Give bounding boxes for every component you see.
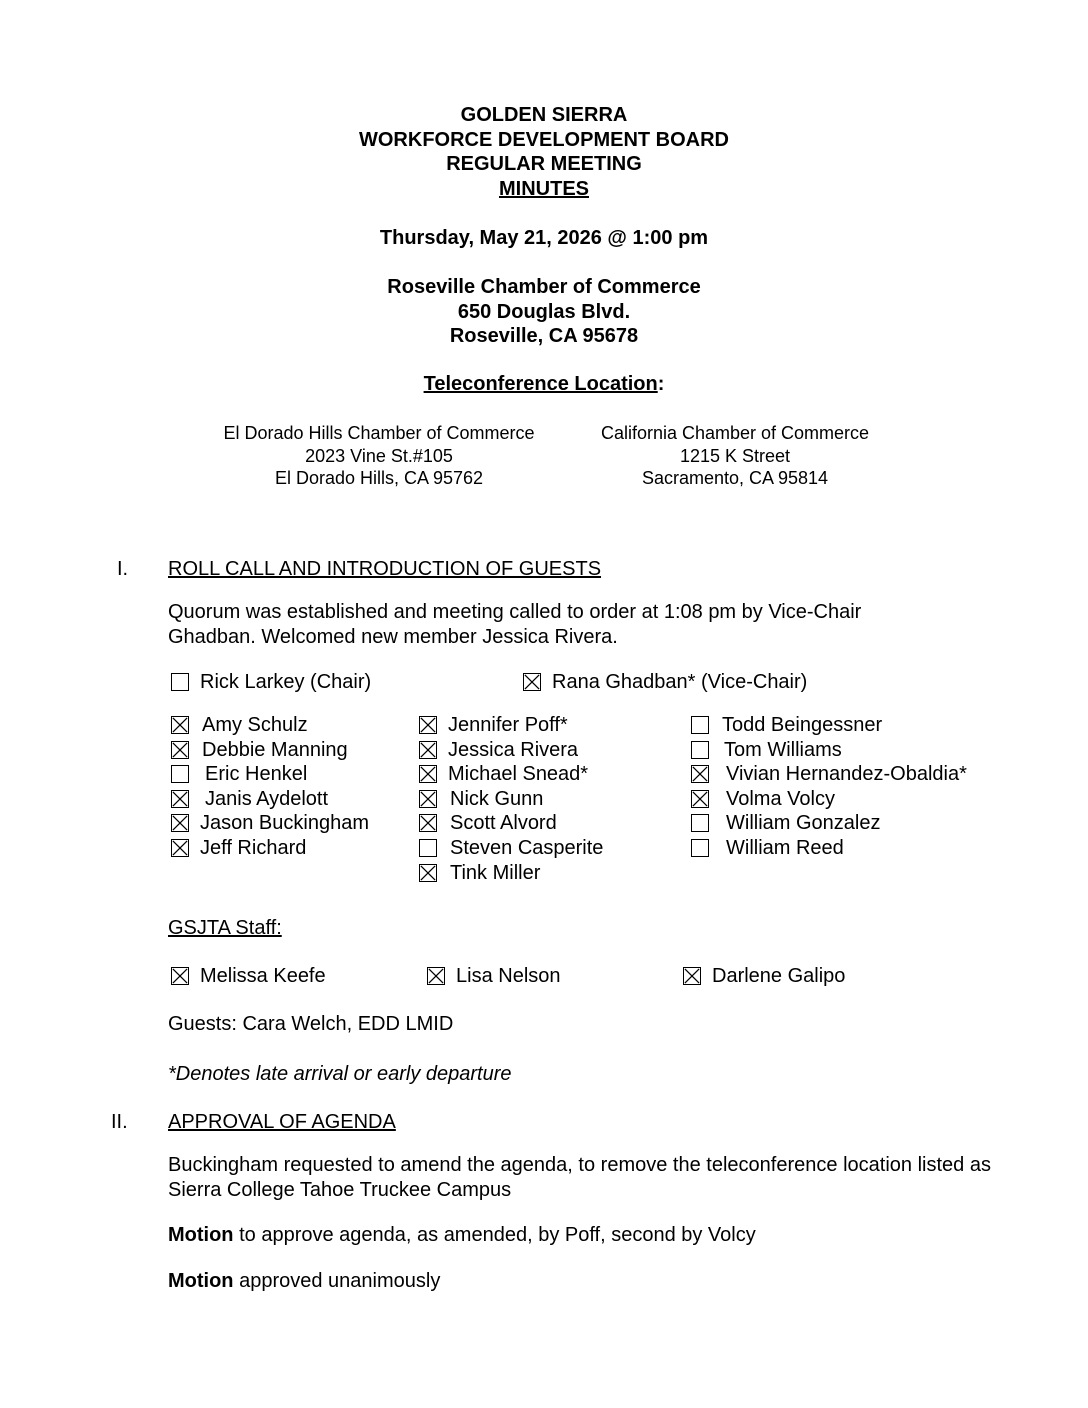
tele1-address: 2023 Vine St.#105 [305,445,453,466]
attendee-name: Tink Miller [450,861,541,884]
attendee-name: William Reed [726,837,844,859]
quorum-line-2: Ghadban. Welcomed new member Jessica Rivera. [168,625,618,648]
checkbox-absent[interactable] [691,839,709,857]
attendee-name: Tom Williams [724,738,842,761]
section-1-numeral: I. [117,558,129,580]
attendee-name: Jessica Rivera [448,738,579,761]
check-x-icon [172,791,188,807]
check-x-icon [420,815,436,831]
location-address: 650 Douglas Blvd. [457,300,631,323]
teleconference-location-1 [189,422,569,490]
check-x-icon [172,968,188,984]
checkbox-present[interactable] [419,864,437,882]
teleconference-label: Teleconference Location [423,373,658,395]
check-x-icon [172,815,188,831]
meeting-type: REGULAR MEETING [446,153,642,175]
check-x-icon [428,968,444,984]
checkbox-present[interactable] [171,967,189,985]
check-x-icon [420,791,436,807]
board-name: WORKFORCE DEVELOPMENT BOARD [359,128,729,151]
attendee-name: Volma Volcy [726,787,835,810]
checkbox-present[interactable] [171,741,189,759]
attendee-name: Jeff Richard [200,837,307,859]
checkbox-present[interactable] [427,967,445,985]
checkbox-present[interactable] [419,790,437,808]
check-x-icon [692,791,708,807]
attendee-name: Amy Schulz [202,714,308,736]
tele2-city: Sacramento, CA 95814 [641,468,829,488]
attendee-name: Melissa Keefe [200,965,326,987]
check-x-icon [524,674,540,690]
attendee-name: William Gonzalez [726,812,881,835]
attendee-name: Steven Casperite [450,837,604,859]
checkbox-absent[interactable] [691,716,709,734]
checkbox-present[interactable] [419,765,437,783]
checkbox-present[interactable] [171,814,189,832]
attendee-name: Nick Gunn [450,787,544,810]
quorum-line-1: Quorum was established and meeting called to order at 1:08 pm by Vice-Chair [168,601,862,623]
location-city: Roseville, CA 95678 [449,325,639,347]
attendee-name: Michael Snead* [448,763,589,786]
teleconference-colon: : [657,373,665,395]
check-x-icon [420,766,436,782]
motion-label: Motion [168,1270,234,1292]
org-name: GOLDEN SIERRA [460,104,628,126]
checkbox-absent[interactable] [691,741,709,759]
checkbox-absent[interactable] [419,839,437,857]
check-x-icon [172,742,188,758]
motion-text: approved unanimously [233,1270,441,1292]
attendee-name: Todd Beingessner [722,714,883,736]
teleconference-heading [0,372,1088,397]
checkbox-present[interactable] [683,967,701,985]
attendee-name: Jennifer Poff* [448,714,568,736]
section-2-title: APPROVAL OF AGENDA [168,1111,396,1133]
tele2-address: 1215 K Street [679,445,791,466]
check-x-icon [420,717,436,733]
checkbox-present[interactable] [419,716,437,734]
checkbox-present[interactable] [171,716,189,734]
checkbox-absent[interactable] [171,673,189,691]
document-title: MINUTES [499,177,589,200]
check-x-icon [692,766,708,782]
attendee-name: Rick Larkey (Chair) [200,671,372,693]
guests-line: Guests: Cara Welch, EDD LMID [168,1013,454,1035]
checkbox-absent[interactable] [171,765,189,783]
teleconference-location-2 [570,422,900,490]
checkbox-present[interactable] [691,790,709,808]
late-arrival-note: *Denotes late arrival or early departure [168,1063,512,1085]
checkbox-present[interactable] [691,765,709,783]
attendee-name: Scott Alvord [450,812,557,835]
checkbox-absent[interactable] [691,814,709,832]
agenda-amendment-paragraph: Buckingham requested to amend the agenda, to remove the teleconference location listed as Sierra College Tahoe Truckee Campus [168,1154,991,1201]
checkbox-present[interactable] [419,741,437,759]
attendee-name: Debbie Manning [202,738,348,761]
section-2-numeral: II. [111,1111,128,1133]
attendee-name: Darlene Galipo [712,965,846,987]
attendee-name: Lisa Nelson [456,965,561,987]
check-x-icon [172,717,188,733]
check-x-icon [684,968,700,984]
motion-text: to approve agenda, as amended, by Poff, second by Volcy [233,1224,756,1246]
tele1-name: El Dorado Hills Chamber of Commerce [223,423,535,443]
checkbox-present[interactable] [523,673,541,691]
meeting-date: Thursday, May 21, 2026 @ 1:00 pm [379,227,709,249]
check-x-icon [172,840,188,856]
check-x-icon [420,865,436,881]
location-name: Roseville Chamber of Commerce [387,276,701,298]
checkbox-present[interactable] [419,814,437,832]
attendee-name: Jason Buckingham [200,812,369,835]
section-1-title: ROLL CALL AND INTRODUCTION OF GUESTS [168,558,602,580]
attendee-name: Eric Henkel [205,763,308,786]
attendee-name: Rana Ghadban* (Vice-Chair) [552,671,808,693]
check-x-icon [420,742,436,758]
motion-approve-agenda [168,1223,991,1248]
staff-label: GSJTA Staff: [168,917,282,939]
quorum-paragraph [168,600,991,649]
tele2-name: California Chamber of Commerce [600,423,870,443]
checkbox-present[interactable] [171,790,189,808]
tele1-city: El Dorado Hills, CA 95762 [274,468,484,488]
attendee-name: Janis Aydelott [205,787,329,810]
attendee-name: Vivian Hernandez-Obaldia* [726,763,967,786]
motion-approved [168,1269,991,1294]
motion-label: Motion [168,1224,234,1246]
checkbox-present[interactable] [171,839,189,857]
